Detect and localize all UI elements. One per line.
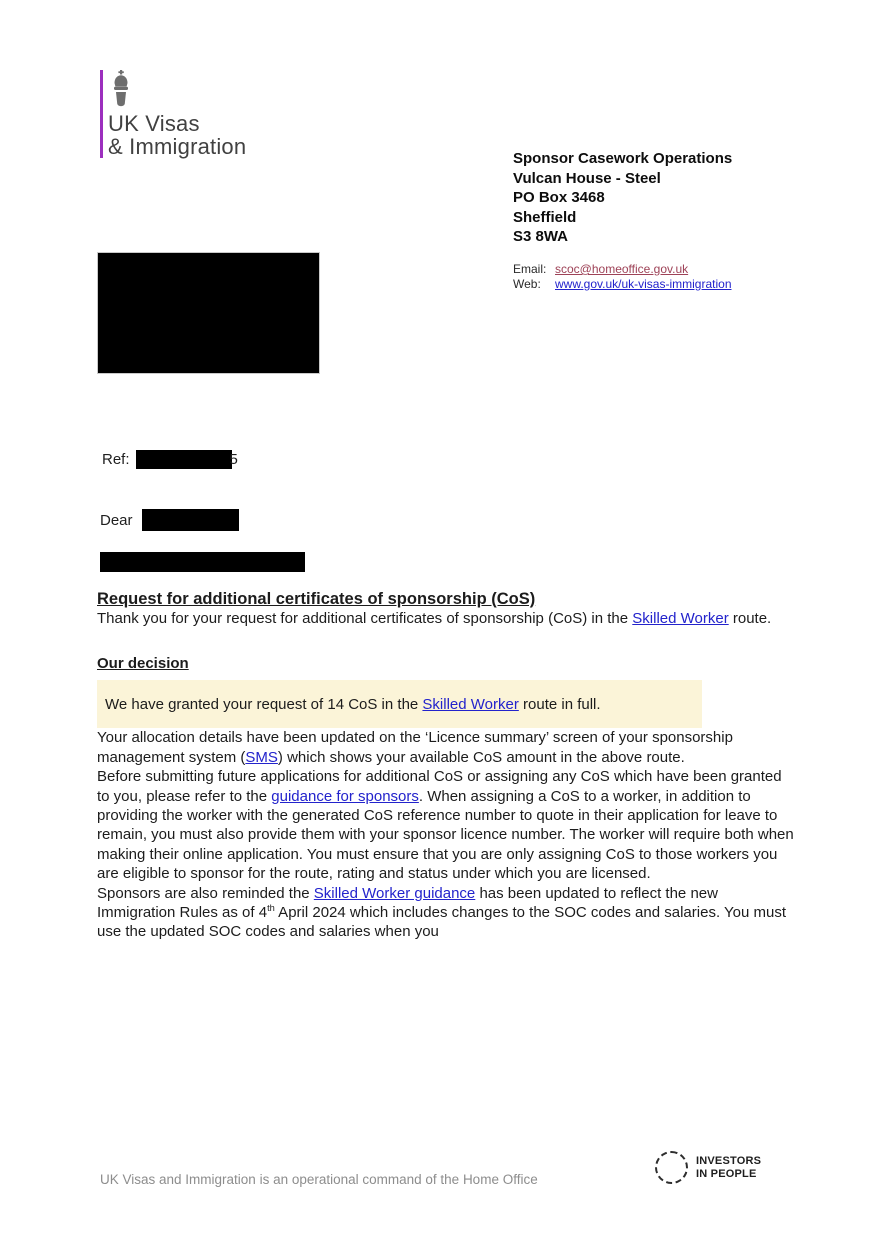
salutation-line bbox=[100, 509, 239, 531]
text-segment: We have granted your request of 14 CoS in the bbox=[105, 695, 423, 713]
email-link[interactable]: scoc@homeoffice.gov.uk bbox=[555, 262, 689, 276]
text-segment: has been updated to reflect the new Immigration Rules as of 4 bbox=[97, 884, 718, 922]
decision-highlight bbox=[97, 680, 702, 728]
investors-in-people-logo bbox=[655, 1151, 761, 1184]
text-segment: Thank you for your request for additional certificates of sponsorship (CoS) in the bbox=[97, 610, 633, 627]
address-line: Sheffield bbox=[513, 208, 577, 226]
text-segment: Sponsors are also reminded the bbox=[97, 884, 314, 902]
paragraph-thanks bbox=[97, 609, 794, 628]
address-line: Vulcan House - Steel bbox=[513, 169, 661, 187]
redacted-reference-number bbox=[136, 450, 232, 469]
redacted-recipient-name bbox=[142, 509, 239, 531]
sms-link[interactable]: SMS bbox=[245, 748, 278, 766]
subject-heading: Request for additional certificates of sponsorship (CoS) bbox=[97, 590, 536, 608]
text-segment: Your allocation details have been updated on the ‘Licence summary’ screen of your sponsorship management system ( bbox=[97, 729, 733, 766]
text-segment: ) which shows your available CoS amount in the above route. bbox=[277, 748, 685, 766]
laurel-wreath-icon bbox=[655, 1151, 688, 1184]
ref-visible-digit: 5 bbox=[229, 451, 238, 468]
sender-address bbox=[513, 149, 732, 247]
text-segment: . When assigning a CoS to a worker, in addition to providing the worker with the generated CoS reference number to quote in their application for leave to remain, you must also provide them with your sponsor licence number. The worker will require both when making their online application. You must ensure that you are only assigning CoS to those workers you are eligible to sponsor for the route, rating and status under which you are licensed. bbox=[97, 787, 794, 883]
skilled-worker-link[interactable]: Skilled Worker bbox=[422, 695, 519, 713]
text-segment: Before submitting future applications for additional CoS or assigning any CoS which have been granted to you, please refer to the bbox=[97, 768, 782, 805]
text-segment: April 2024 which includes changes to the SOC codes and salaries. You must use the updated SOC codes and salaries when you bbox=[97, 904, 786, 941]
ordinal-superscript: th bbox=[267, 903, 275, 914]
email-label: Email: bbox=[513, 262, 547, 276]
iip-text-line1: INVESTORS bbox=[696, 1154, 762, 1167]
web-label: Web: bbox=[513, 276, 541, 291]
salutation-label: Dear bbox=[100, 511, 133, 529]
web-link[interactable]: www.gov.uk/uk-visas-immigration bbox=[555, 276, 732, 291]
redacted-organisation-name bbox=[100, 552, 305, 572]
paragraph-allocation bbox=[97, 728, 794, 767]
iip-text-line2: IN PEOPLE bbox=[696, 1167, 757, 1180]
footer-note: UK Visas and Immigration is an operational command of the Home Office bbox=[100, 1172, 538, 1187]
logo-text-line1: UK Visas bbox=[108, 111, 200, 136]
paragraph-decision bbox=[105, 695, 601, 714]
skilled-worker-link[interactable]: Skilled Worker bbox=[632, 610, 729, 627]
ukvi-logo bbox=[100, 70, 246, 158]
reference-line bbox=[102, 450, 238, 469]
paragraph-guidance bbox=[97, 767, 794, 883]
ref-label: Ref: bbox=[102, 451, 130, 468]
skilled-worker-guidance-link[interactable]: Skilled Worker guidance bbox=[313, 884, 476, 902]
redacted-recipient-address bbox=[97, 252, 320, 374]
brand-purple-bar bbox=[100, 70, 103, 158]
text-segment: route. bbox=[728, 610, 772, 627]
address-line: Sponsor Casework Operations bbox=[513, 150, 733, 167]
logo-text-line2: & Immigration bbox=[108, 134, 247, 159]
letter-body bbox=[97, 590, 794, 942]
paragraph-soc-update bbox=[97, 884, 794, 942]
text-segment: route in full. bbox=[518, 695, 601, 713]
contact-block bbox=[513, 262, 732, 291]
decision-heading: Our decision bbox=[97, 655, 189, 673]
web-row bbox=[513, 277, 732, 292]
email-row bbox=[513, 262, 732, 277]
guidance-for-sponsors-link[interactable]: guidance for sponsors bbox=[271, 787, 419, 805]
address-line: S3 8WA bbox=[513, 228, 569, 245]
address-line: PO Box 3468 bbox=[513, 189, 605, 206]
royal-crest-icon bbox=[108, 70, 134, 110]
